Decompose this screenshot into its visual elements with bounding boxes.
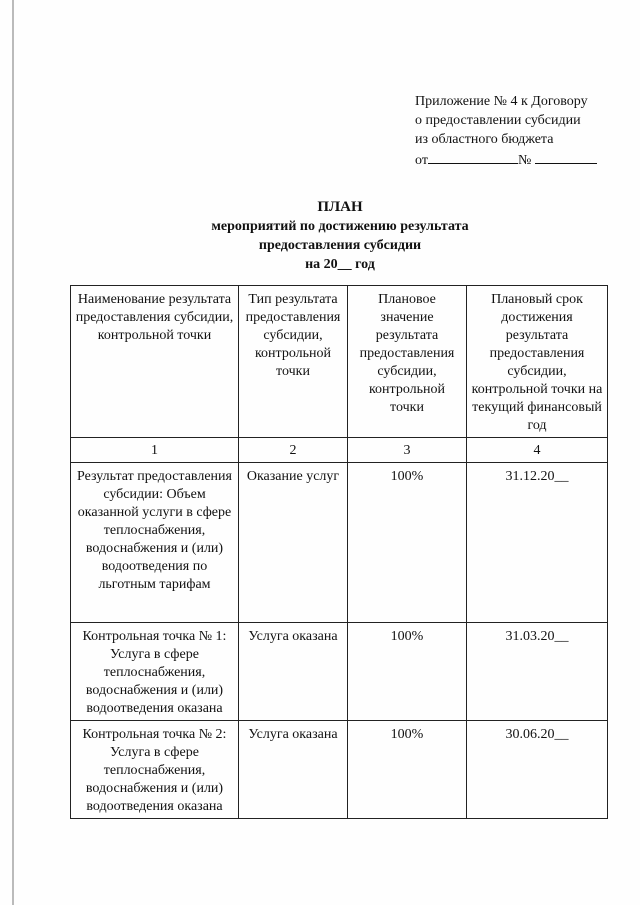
title-line-3: предоставления субсидии — [258, 238, 422, 253]
row-type: Услуга оказана — [239, 721, 348, 819]
number-sign: № — [517, 153, 532, 168]
row-type: Оказание услуг — [239, 463, 348, 623]
row-name: Результат предоставления субсидии: Объем оказанной услуги в сфере теплоснабжения, водоснабжения и (или) водоотведения по льготным тарифам — [71, 463, 239, 623]
appendix-line-2: о предоставлении субсидии — [415, 113, 581, 128]
row-type: Услуга оказана — [239, 623, 348, 721]
table-row — [71, 463, 608, 623]
number-blank — [535, 149, 597, 164]
appendix-header — [415, 92, 597, 170]
title-main: ПЛАН — [317, 199, 363, 215]
row-value: 100% — [348, 623, 467, 721]
plan-table — [70, 285, 608, 819]
appendix-date-line — [415, 149, 597, 170]
header-deadline: Плановый срок достижения результата предоставления субсидии, контрольной точки на текущий финансовый год — [467, 286, 608, 438]
table-row — [71, 721, 608, 819]
header-name: Наименование результата предоставления субсидии, контрольной точки — [71, 286, 239, 438]
document-title — [140, 198, 540, 274]
row-deadline: 30.06.20__ — [467, 721, 608, 819]
row-deadline: 31.12.20__ — [467, 463, 608, 623]
appendix-line-1: Приложение № 4 к Договору — [415, 94, 588, 109]
row-deadline: 31.03.20__ — [467, 623, 608, 721]
column-number: 3 — [348, 438, 467, 463]
column-number: 4 — [467, 438, 608, 463]
date-blank — [428, 149, 518, 164]
header-type: Тип результата предоставления субсидии, контрольной точки — [239, 286, 348, 438]
header-value: Плановое значение результата предоставления субсидии, контрольной точки — [348, 286, 467, 438]
column-number: 1 — [71, 438, 239, 463]
row-name: Контрольная точка № 2: Услуга в сфере теплоснабжения, водоснабжения и (или) водоотведения оказана — [71, 721, 239, 819]
page-edge — [12, 0, 14, 905]
column-number-row — [71, 438, 608, 463]
date-prefix: от — [415, 153, 428, 168]
row-value: 100% — [348, 721, 467, 819]
title-line-4: на 20__ год — [305, 257, 375, 272]
table-row — [71, 623, 608, 721]
table-header-row — [71, 286, 608, 438]
appendix-line-3: из областного бюджета — [415, 132, 554, 147]
title-line-2: мероприятий по достижению результата — [211, 219, 469, 234]
row-value: 100% — [348, 463, 467, 623]
column-number: 2 — [239, 438, 348, 463]
row-name: Контрольная точка № 1: Услуга в сфере теплоснабжения, водоснабжения и (или) водоотведения оказана — [71, 623, 239, 721]
